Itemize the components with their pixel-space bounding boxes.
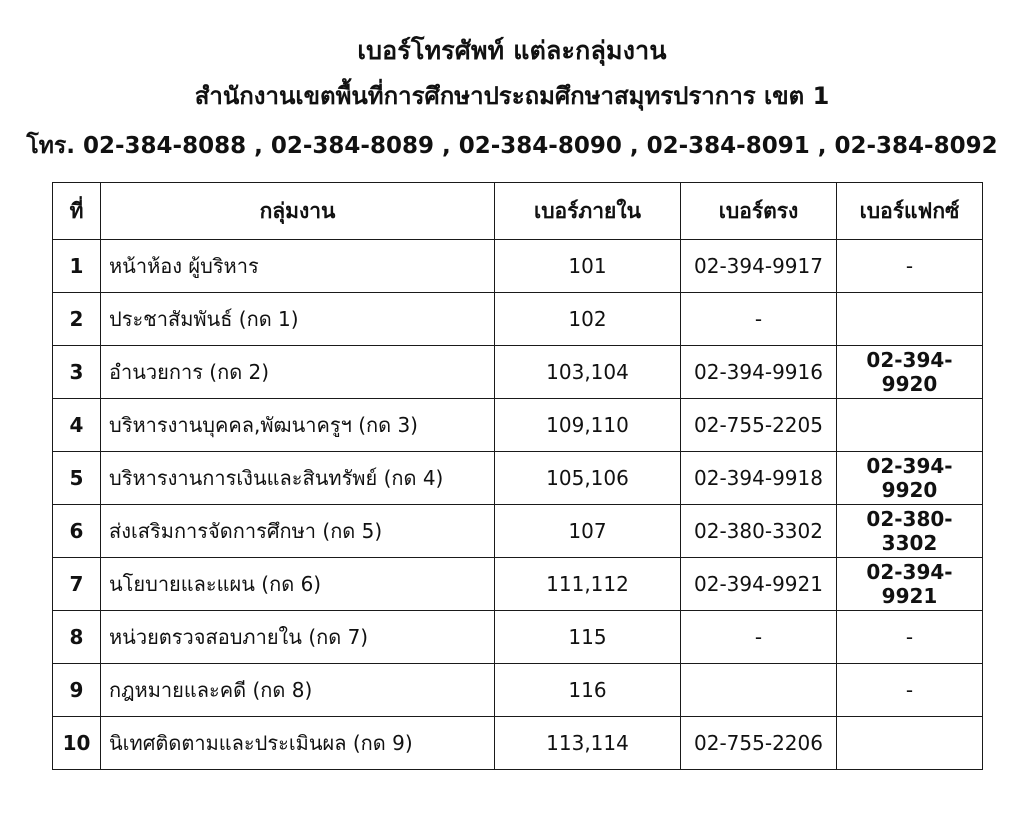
cell-group: บริหารงานบุคคล,พัฒนาครูฯ (กด 3)	[101, 399, 495, 452]
cell-internal: 105,106	[495, 452, 681, 505]
table-row	[53, 240, 983, 293]
cell-group: อำนวยการ (กด 2)	[101, 346, 495, 399]
cell-fax: 02-394-9920	[837, 346, 983, 399]
table-row	[53, 664, 983, 717]
page-subtitle: สำนักงานเขตพื้นที่การศึกษาประถมศึกษาสมุทรปราการ เขต 1	[194, 82, 830, 110]
column-header-no: ที่	[53, 183, 101, 240]
cell-direct: -	[681, 611, 837, 664]
cell-internal: 116	[495, 664, 681, 717]
cell-no: 8	[53, 611, 101, 664]
table-row	[53, 505, 983, 558]
cell-no: 1	[53, 240, 101, 293]
cell-fax	[837, 399, 983, 452]
cell-group: ประชาสัมพันธ์ (กด 1)	[101, 293, 495, 346]
cell-direct: -	[681, 293, 837, 346]
table-row	[53, 717, 983, 770]
table-row	[53, 346, 983, 399]
table-row	[53, 558, 983, 611]
cell-no: 5	[53, 452, 101, 505]
cell-direct	[681, 664, 837, 717]
cell-no: 10	[53, 717, 101, 770]
cell-group: นิเทศติดตามและประเมินผล (กด 9)	[101, 717, 495, 770]
cell-direct: 02-394-9916	[681, 346, 837, 399]
cell-direct: 02-380-3302	[681, 505, 837, 558]
column-header-fax: เบอร์แฟกซ์	[837, 183, 983, 240]
cell-group: นโยบายและแผน (กด 6)	[101, 558, 495, 611]
cell-no: 2	[53, 293, 101, 346]
cell-direct: 02-394-9918	[681, 452, 837, 505]
cell-group: กฎหมายและคดี (กด 8)	[101, 664, 495, 717]
table-header-row	[53, 183, 983, 240]
cell-fax: -	[837, 611, 983, 664]
cell-direct: 02-755-2206	[681, 717, 837, 770]
cell-group: หน่วยตรวจสอบภายใน (กด 7)	[101, 611, 495, 664]
cell-no: 4	[53, 399, 101, 452]
cell-internal: 113,114	[495, 717, 681, 770]
page-title: เบอร์โทรศัพท์ แต่ละกลุ่มงาน	[357, 36, 667, 65]
table-row	[53, 611, 983, 664]
cell-fax: 02-380-3302	[837, 505, 983, 558]
cell-direct: 02-394-9917	[681, 240, 837, 293]
phone-directory-table-wrapper	[52, 182, 972, 770]
cell-no: 3	[53, 346, 101, 399]
cell-fax	[837, 717, 983, 770]
table-row	[53, 399, 983, 452]
phone-numbers-line: โทร. 02-384-8088 , 02-384-8089 , 02-384-8090 , 02-384-8091 , 02-384-8092	[26, 132, 998, 159]
cell-internal: 107	[495, 505, 681, 558]
column-header-internal: เบอร์ภายใน	[495, 183, 681, 240]
cell-group: บริหารงานการเงินและสินทรัพย์ (กด 4)	[101, 452, 495, 505]
cell-fax: -	[837, 664, 983, 717]
cell-fax	[837, 293, 983, 346]
column-header-direct: เบอร์ตรง	[681, 183, 837, 240]
cell-no: 9	[53, 664, 101, 717]
cell-internal: 102	[495, 293, 681, 346]
cell-internal: 103,104	[495, 346, 681, 399]
cell-fax: 02-394-9921	[837, 558, 983, 611]
cell-direct: 02-755-2205	[681, 399, 837, 452]
cell-fax: 02-394-9920	[837, 452, 983, 505]
cell-no: 6	[53, 505, 101, 558]
document-heading	[0, 0, 1024, 160]
cell-direct: 02-394-9921	[681, 558, 837, 611]
cell-group: หน้าห้อง ผู้บริหาร	[101, 240, 495, 293]
table-row	[53, 452, 983, 505]
cell-internal: 111,112	[495, 558, 681, 611]
phone-directory-table	[52, 182, 983, 770]
column-header-group: กลุ่มงาน	[101, 183, 495, 240]
cell-fax: -	[837, 240, 983, 293]
cell-internal: 115	[495, 611, 681, 664]
cell-internal: 101	[495, 240, 681, 293]
cell-no: 7	[53, 558, 101, 611]
cell-internal: 109,110	[495, 399, 681, 452]
cell-group: ส่งเสริมการจัดการศึกษา (กด 5)	[101, 505, 495, 558]
table-row	[53, 293, 983, 346]
